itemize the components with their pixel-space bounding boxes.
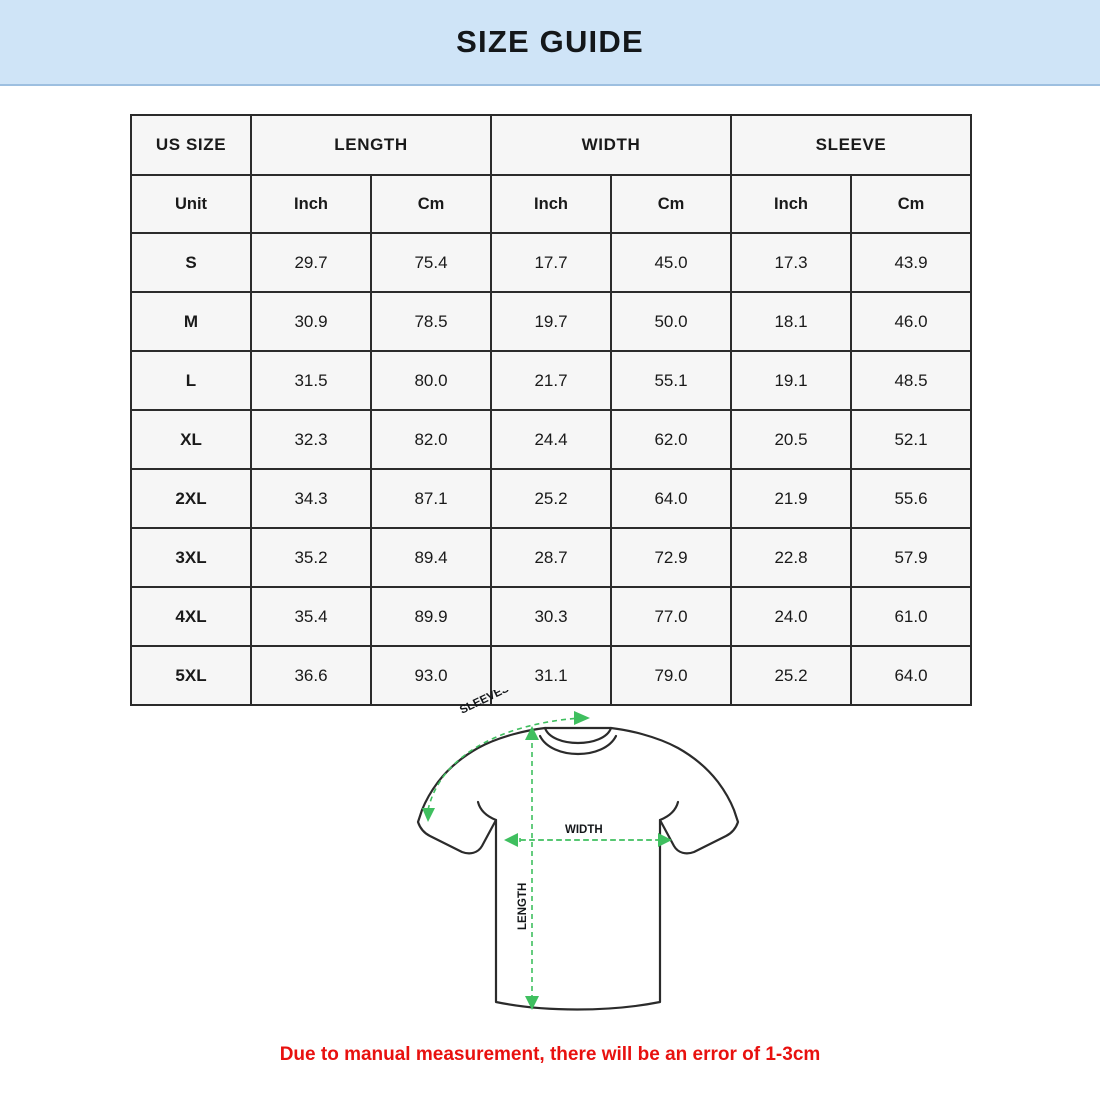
- col-header-width: WIDTH: [491, 115, 731, 175]
- cell-value: 45.0: [611, 233, 731, 292]
- cell-value: 31.5: [251, 351, 371, 410]
- label-width: WIDTH: [565, 824, 603, 836]
- cell-value: 31.1: [491, 646, 611, 705]
- cell-value: 22.8: [731, 528, 851, 587]
- cell-value: 35.4: [251, 587, 371, 646]
- cell-value: 46.0: [851, 292, 971, 351]
- cell-value: 28.7: [491, 528, 611, 587]
- cell-size: L: [131, 351, 251, 410]
- cell-value: 35.2: [251, 528, 371, 587]
- cell-value: 57.9: [851, 528, 971, 587]
- cell-value: 61.0: [851, 587, 971, 646]
- cell-size: 4XL: [131, 587, 251, 646]
- unit-label: Unit: [131, 175, 251, 233]
- table-row: [131, 528, 971, 587]
- col-header-length: LENGTH: [251, 115, 491, 175]
- label-length: LENGTH: [517, 882, 529, 930]
- size-table-container: [130, 114, 972, 706]
- cell-value: 78.5: [371, 292, 491, 351]
- cell-value: 62.0: [611, 410, 731, 469]
- table-row: [131, 233, 971, 292]
- cell-value: 48.5: [851, 351, 971, 410]
- cell-value: 25.2: [731, 646, 851, 705]
- cell-value: 20.5: [731, 410, 851, 469]
- unit-length-cm: Cm: [371, 175, 491, 233]
- cell-value: 55.6: [851, 469, 971, 528]
- cell-value: 18.1: [731, 292, 851, 351]
- cell-value: 64.0: [851, 646, 971, 705]
- cell-value: 21.7: [491, 351, 611, 410]
- cell-value: 72.9: [611, 528, 731, 587]
- cell-value: 24.4: [491, 410, 611, 469]
- cell-value: 89.9: [371, 587, 491, 646]
- table-group-header-row: [131, 115, 971, 175]
- table-row: [131, 469, 971, 528]
- cell-value: 34.3: [251, 469, 371, 528]
- cell-value: 50.0: [611, 292, 731, 351]
- cell-size: M: [131, 292, 251, 351]
- tshirt-outline: [418, 728, 738, 1010]
- cell-value: 77.0: [611, 587, 731, 646]
- table-row: [131, 292, 971, 351]
- unit-sleeve-inch: Inch: [731, 175, 851, 233]
- cell-value: 79.0: [611, 646, 731, 705]
- cell-value: 75.4: [371, 233, 491, 292]
- cell-value: 43.9: [851, 233, 971, 292]
- col-header-sleeve: SLEEVE: [731, 115, 971, 175]
- cell-value: 19.1: [731, 351, 851, 410]
- table-row: [131, 351, 971, 410]
- cell-value: 24.0: [731, 587, 851, 646]
- cell-size: XL: [131, 410, 251, 469]
- cell-size: 3XL: [131, 528, 251, 587]
- table-unit-row: [131, 175, 971, 233]
- cell-value: 19.7: [491, 292, 611, 351]
- cell-value: 21.9: [731, 469, 851, 528]
- cell-value: 93.0: [371, 646, 491, 705]
- cell-size: S: [131, 233, 251, 292]
- table-row: [131, 587, 971, 646]
- unit-width-cm: Cm: [611, 175, 731, 233]
- page-title: SIZE GUIDE: [456, 24, 644, 59]
- cell-value: 36.6: [251, 646, 371, 705]
- cell-value: 25.2: [491, 469, 611, 528]
- cell-value: 52.1: [851, 410, 971, 469]
- cell-value: 17.7: [491, 233, 611, 292]
- cell-value: 64.0: [611, 469, 731, 528]
- header-banner: [0, 0, 1100, 86]
- cell-value: 89.4: [371, 528, 491, 587]
- unit-length-inch: Inch: [251, 175, 371, 233]
- cell-size: 5XL: [131, 646, 251, 705]
- cell-value: 32.3: [251, 410, 371, 469]
- unit-width-inch: Inch: [491, 175, 611, 233]
- label-sleeves: SLEEVES: [458, 690, 512, 717]
- cell-value: 30.9: [251, 292, 371, 351]
- cell-value: 29.7: [251, 233, 371, 292]
- size-table: [130, 114, 972, 706]
- tshirt-measurement-diagram: [0, 690, 1100, 1020]
- cell-value: 55.1: [611, 351, 731, 410]
- col-header-us-size: US SIZE: [131, 115, 251, 175]
- cell-value: 17.3: [731, 233, 851, 292]
- cell-size: 2XL: [131, 469, 251, 528]
- size-table-body: [131, 233, 971, 705]
- cell-value: 30.3: [491, 587, 611, 646]
- table-row: [131, 410, 971, 469]
- cell-value: 80.0: [371, 351, 491, 410]
- unit-sleeve-cm: Cm: [851, 175, 971, 233]
- cell-value: 82.0: [371, 410, 491, 469]
- measurement-disclaimer: Due to manual measurement, there will be an error of 1-3cm: [279, 1044, 821, 1065]
- cell-value: 87.1: [371, 469, 491, 528]
